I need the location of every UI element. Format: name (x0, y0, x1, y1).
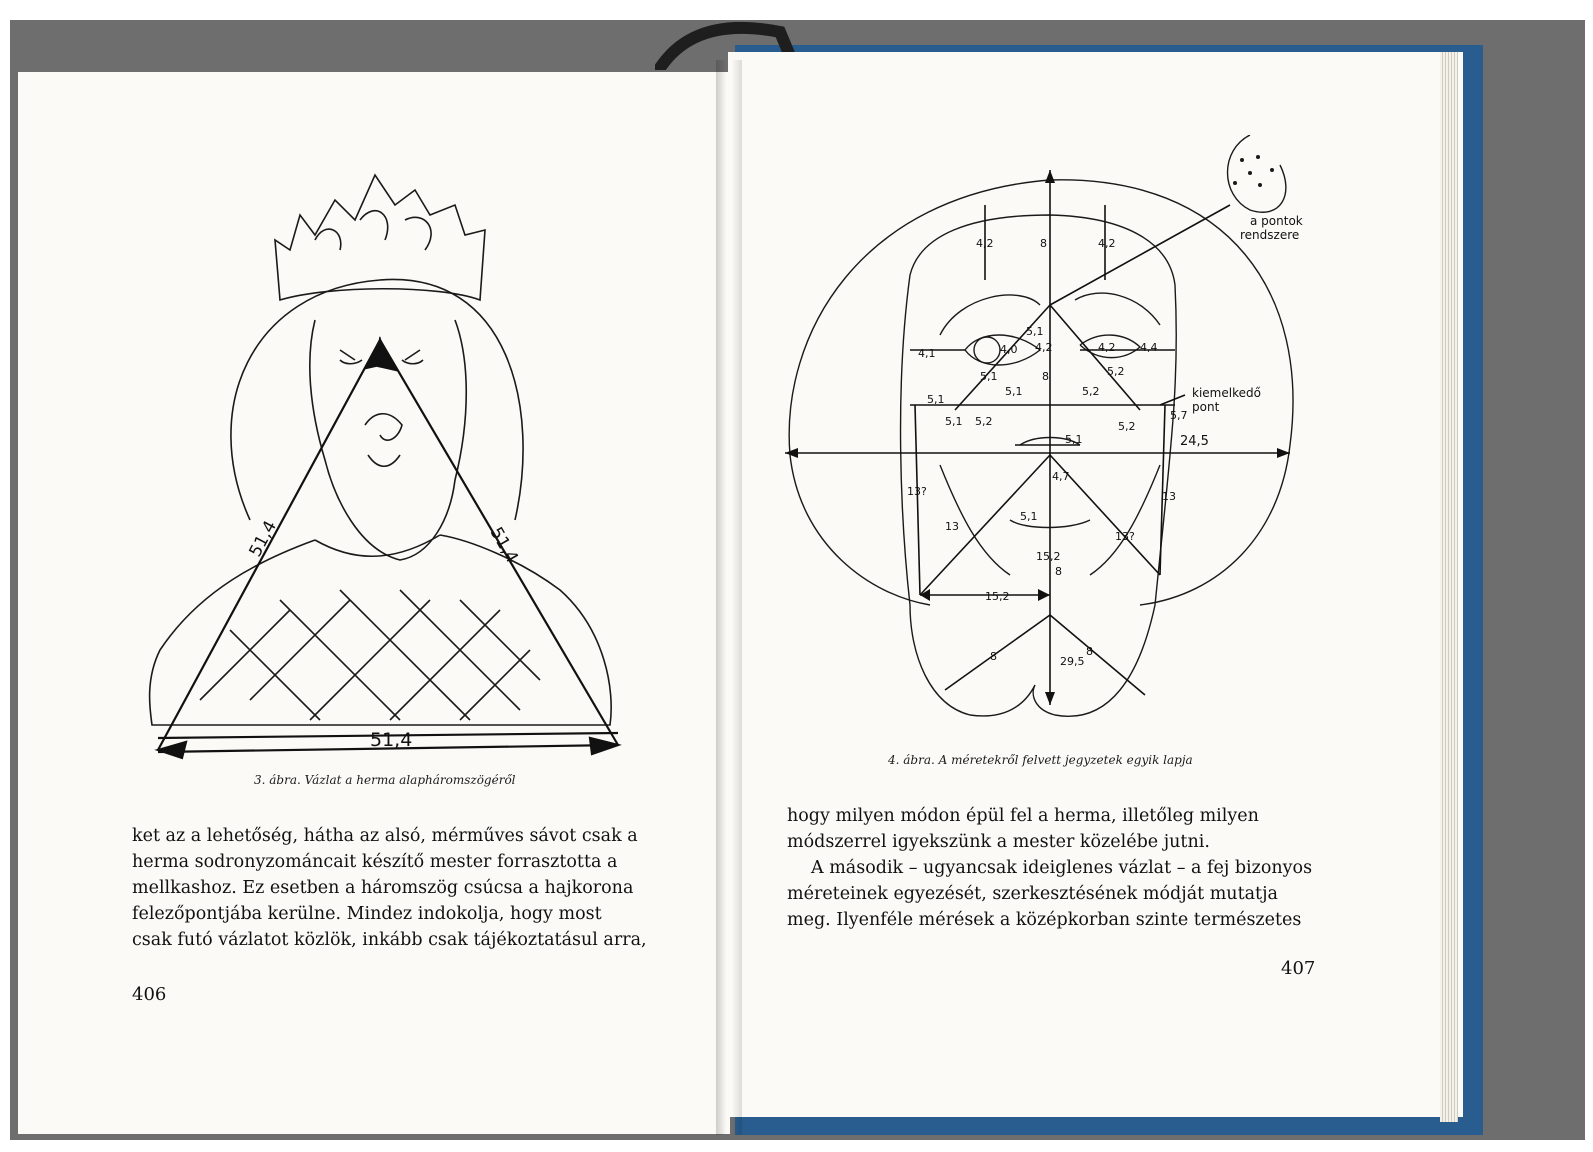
right-body-paragraph-2 (787, 855, 1315, 933)
left-line-4: felezőpontjába kerülne. Mindez indokolja, hogy most (132, 904, 602, 924)
label-width: 24,5 (1180, 434, 1209, 449)
label-base: 51,4 (370, 729, 413, 751)
label-eye-left-out: 4,1 (918, 347, 936, 360)
label-v13b: 13 (945, 520, 959, 533)
halo-outline (231, 279, 523, 520)
figure-3-herma-sketch (140, 160, 640, 770)
label-v57: 5,7 (1170, 409, 1188, 422)
label-v152b: 15,2 (985, 590, 1010, 603)
right-line-4: méreteinek egyezését, szerkesztésének módját mutatja (787, 884, 1278, 904)
right-page-number: 407 (1281, 958, 1316, 979)
label-nose-base: 5,1 (1065, 433, 1083, 446)
label-v51e: 5,1 (945, 415, 963, 428)
left-page-number: 406 (132, 984, 167, 1005)
label-highlight-2: pont (1192, 400, 1220, 414)
right-line-2: módszerrel igyekszünk a mester közelébe jutni. (787, 832, 1210, 852)
label-v8b: 8 (1055, 565, 1062, 578)
right-line-3: A második – ugyancsak ideiglenes vázlat – a fej bizonyos (811, 858, 1313, 878)
label-eye-bridge: 4,2 (1035, 341, 1053, 354)
label-v8c: 8 (990, 650, 997, 663)
face-outline (901, 215, 1177, 716)
figure-4-measurement-sketch (780, 135, 1320, 750)
left-line-1: ket az a lehetőség, hátha az alsó, mérműves sávot csak a (132, 826, 638, 846)
label-v8d: 8 (1086, 645, 1093, 658)
label-v8: 8 (1042, 370, 1049, 383)
left-line-2: herma sodronyzománcait készítő mester forrasztotta a (132, 852, 618, 872)
label-forehead-right: 4,2 (1098, 237, 1116, 250)
label-v13c: 13? (1115, 530, 1135, 543)
label-v51d: 5,1 (927, 393, 945, 406)
label-v51b: 5,1 (980, 370, 998, 383)
crown-outline (275, 175, 485, 300)
label-highlight-1: kiemelkedő (1192, 386, 1261, 400)
figure-3-caption: 3. ábra. Vázlat a herma alapháromszögéről (254, 773, 516, 787)
page-stack-edge (1440, 52, 1458, 1122)
label-right-side: 51,4 (485, 523, 522, 567)
label-v47: 4,7 (1052, 470, 1070, 483)
label-eye-right-out: 4,4 (1140, 341, 1158, 354)
label-v51c: 5,1 (1005, 385, 1023, 398)
label-v13d: 13 (1162, 490, 1176, 503)
book-gutter (716, 60, 742, 1135)
label-v13a: 13? (907, 485, 927, 498)
left-body-paragraph (132, 823, 662, 953)
right-line-1: hogy milyen módon épül fel a herma, illetőleg milyen (787, 806, 1259, 826)
label-forehead-mid: 8 (1040, 237, 1047, 250)
label-eye-right: 4,2 (1098, 341, 1116, 354)
label-v52a: 5,2 (1107, 365, 1125, 378)
label-eye-left-in: 4,0 (1000, 343, 1018, 356)
left-line-3: mellkashoz. Ez esetben a háromszög csúcsa a hajkorona (132, 878, 634, 898)
label-v152a: 15,2 (1036, 550, 1061, 563)
label-v295: 29,5 (1060, 655, 1085, 668)
label-v51a: 5,1 (1026, 325, 1044, 338)
label-mouth: 5,1 (1020, 510, 1038, 523)
figure-4-caption: 4. ábra. A méretekről felvett jegyzetek egyik lapja (888, 753, 1193, 767)
label-inset-1: a pontok (1250, 214, 1303, 228)
right-line-5: meg. Ilyenféle mérések a középkorban szinte természetes (787, 910, 1302, 930)
label-v52c: 5,2 (975, 415, 993, 428)
label-v52b: 5,2 (1082, 385, 1100, 398)
right-body-paragraph-1 (787, 803, 1315, 855)
label-v52d: 5,2 (1118, 420, 1136, 433)
label-left-side: 51,4 (245, 517, 281, 561)
label-forehead-left: 4,2 (976, 237, 994, 250)
left-line-5: csak futó vázlatot közlök, inkább csak tájékoztatásul arra, (132, 930, 647, 950)
label-inset-2: rendszere (1240, 228, 1300, 242)
